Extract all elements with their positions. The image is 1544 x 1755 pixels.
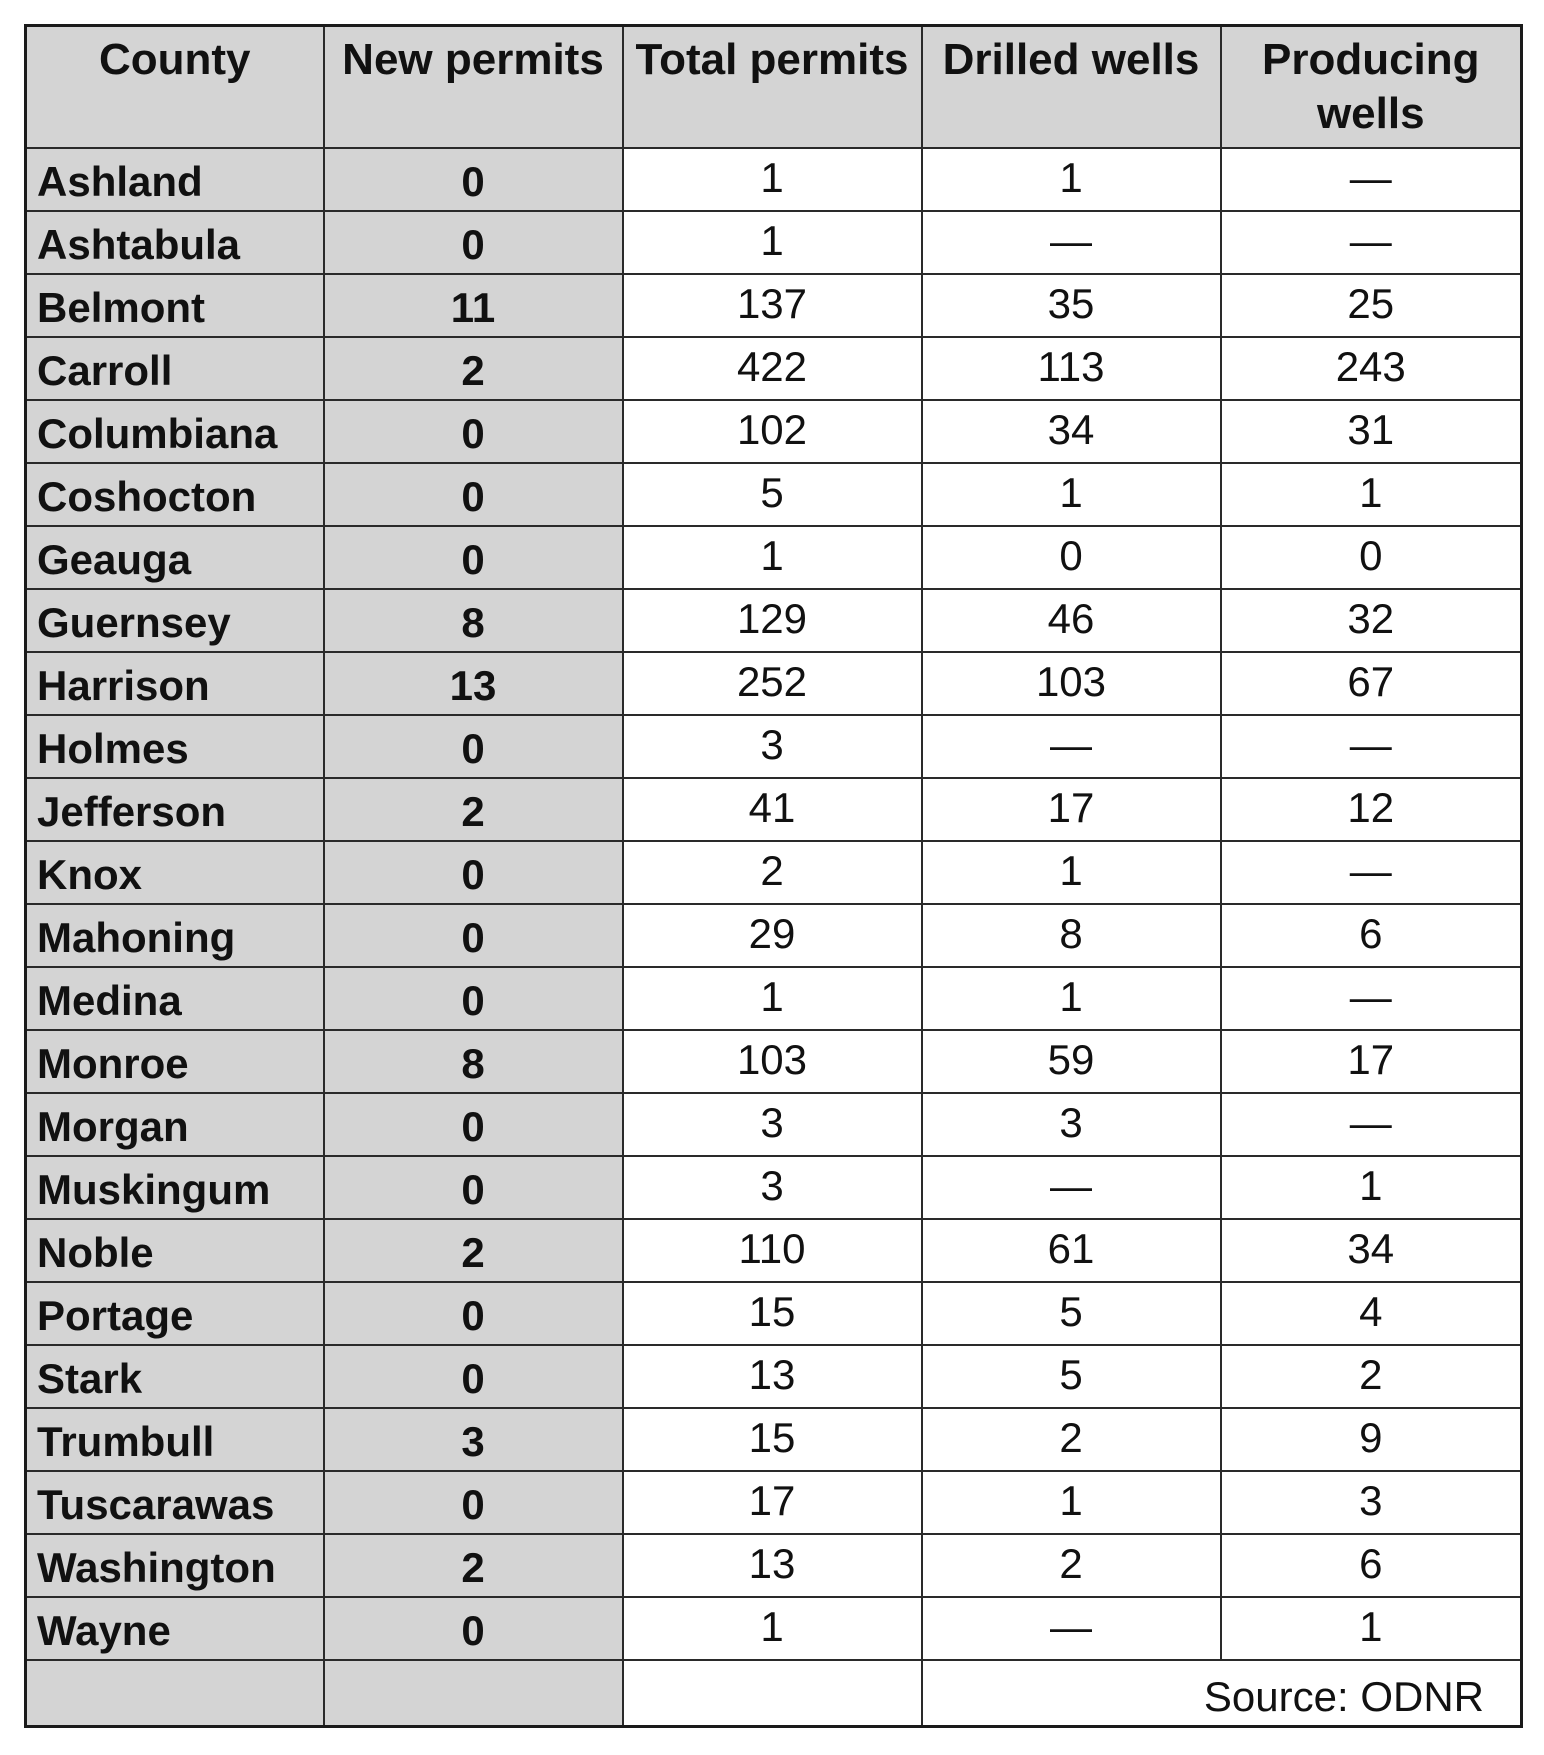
cell-drilled-wells: 61 (922, 1219, 1221, 1282)
cell-county: Wayne (26, 1597, 324, 1660)
cell-county: Geauga (26, 526, 324, 589)
cell-new-permits: 0 (324, 715, 623, 778)
cell-total-permits: 13 (623, 1534, 922, 1597)
table-row (26, 1345, 1522, 1408)
cell-drilled-wells: 17 (922, 778, 1221, 841)
cell-producing-wells: 4 (1221, 1282, 1522, 1345)
table-row (26, 1597, 1522, 1660)
table-row (26, 211, 1522, 274)
cell-drilled-wells: 5 (922, 1282, 1221, 1345)
cell-new-permits: 2 (324, 778, 623, 841)
cell-total-permits: 103 (623, 1030, 922, 1093)
cell-county: Tuscarawas (26, 1471, 324, 1534)
cell-producing-wells: 1 (1221, 463, 1522, 526)
cell-total-permits: 422 (623, 337, 922, 400)
cell-new-permits: 0 (324, 400, 623, 463)
cell-total-permits: 15 (623, 1408, 922, 1471)
table-row (26, 526, 1522, 589)
cell-county: Columbiana (26, 400, 324, 463)
cell-new-permits: 0 (324, 1093, 623, 1156)
cell-total-permits: 110 (623, 1219, 922, 1282)
header-county: County (26, 26, 324, 149)
cell-drilled-wells: 1 (922, 463, 1221, 526)
cell-total-permits: 3 (623, 1093, 922, 1156)
table-row (26, 1408, 1522, 1471)
cell-drilled-wells: 35 (922, 274, 1221, 337)
table-body (26, 148, 1522, 1660)
table-row (26, 1471, 1522, 1534)
cell-county: Ashtabula (26, 211, 324, 274)
cell-total-permits: 29 (623, 904, 922, 967)
cell-drilled-wells: 2 (922, 1534, 1221, 1597)
cell-total-permits: 15 (623, 1282, 922, 1345)
cell-new-permits: 8 (324, 589, 623, 652)
cell-producing-wells: 1 (1221, 1597, 1522, 1660)
cell-county: Belmont (26, 274, 324, 337)
cell-producing-wells: 31 (1221, 400, 1522, 463)
cell-new-permits: 0 (324, 1282, 623, 1345)
cell-producing-wells: — (1221, 967, 1522, 1030)
table-row (26, 904, 1522, 967)
header-total-permits: Total permits (623, 26, 922, 149)
cell-producing-wells: 32 (1221, 589, 1522, 652)
header-row (26, 26, 1522, 149)
cell-producing-wells: 3 (1221, 1471, 1522, 1534)
cell-new-permits: 0 (324, 211, 623, 274)
table-row (26, 715, 1522, 778)
wells-table (24, 24, 1523, 1728)
cell-total-permits: 1 (623, 1597, 922, 1660)
cell-producing-wells: 9 (1221, 1408, 1522, 1471)
cell-total-permits: 3 (623, 1156, 922, 1219)
cell-drilled-wells: 0 (922, 526, 1221, 589)
cell-county: Jefferson (26, 778, 324, 841)
cell-county: Stark (26, 1345, 324, 1408)
cell-new-permits: 3 (324, 1408, 623, 1471)
table-row (26, 1156, 1522, 1219)
cell-total-permits: 1 (623, 148, 922, 211)
cell-county: Noble (26, 1219, 324, 1282)
cell-drilled-wells: 113 (922, 337, 1221, 400)
cell-new-permits: 0 (324, 1345, 623, 1408)
cell-new-permits: 0 (324, 1471, 623, 1534)
cell-total-permits: 3 (623, 715, 922, 778)
footer-cell-total-permits (623, 1660, 922, 1727)
cell-new-permits: 11 (324, 274, 623, 337)
table-row (26, 1534, 1522, 1597)
cell-new-permits: 0 (324, 463, 623, 526)
cell-drilled-wells: 2 (922, 1408, 1221, 1471)
cell-drilled-wells: 8 (922, 904, 1221, 967)
header-drilled-wells: Drilled wells (922, 26, 1221, 149)
cell-drilled-wells: 3 (922, 1093, 1221, 1156)
cell-new-permits: 2 (324, 337, 623, 400)
table-row (26, 148, 1522, 211)
cell-new-permits: 8 (324, 1030, 623, 1093)
cell-drilled-wells: — (922, 1156, 1221, 1219)
cell-county: Medina (26, 967, 324, 1030)
table-row (26, 841, 1522, 904)
table-row (26, 400, 1522, 463)
cell-producing-wells: 34 (1221, 1219, 1522, 1282)
table-row (26, 1282, 1522, 1345)
cell-producing-wells: — (1221, 1093, 1522, 1156)
cell-producing-wells: 1 (1221, 1156, 1522, 1219)
cell-county: Washington (26, 1534, 324, 1597)
cell-new-permits: 0 (324, 904, 623, 967)
cell-total-permits: 137 (623, 274, 922, 337)
table-row (26, 463, 1522, 526)
footer-cell-county (26, 1660, 324, 1727)
cell-county: Morgan (26, 1093, 324, 1156)
cell-producing-wells: — (1221, 211, 1522, 274)
cell-total-permits: 1 (623, 967, 922, 1030)
cell-new-permits: 13 (324, 652, 623, 715)
footer-row (26, 1660, 1522, 1727)
cell-drilled-wells: — (922, 1597, 1221, 1660)
cell-producing-wells: 0 (1221, 526, 1522, 589)
cell-producing-wells: — (1221, 715, 1522, 778)
cell-new-permits: 2 (324, 1219, 623, 1282)
table-row (26, 967, 1522, 1030)
cell-drilled-wells: — (922, 211, 1221, 274)
header-new-permits: New permits (324, 26, 623, 149)
cell-county: Knox (26, 841, 324, 904)
cell-total-permits: 5 (623, 463, 922, 526)
cell-county: Guernsey (26, 589, 324, 652)
cell-new-permits: 0 (324, 1156, 623, 1219)
cell-county: Ashland (26, 148, 324, 211)
table-row (26, 1093, 1522, 1156)
cell-total-permits: 1 (623, 526, 922, 589)
cell-drilled-wells: 1 (922, 1471, 1221, 1534)
cell-total-permits: 2 (623, 841, 922, 904)
cell-producing-wells: — (1221, 148, 1522, 211)
cell-total-permits: 13 (623, 1345, 922, 1408)
cell-drilled-wells: 5 (922, 1345, 1221, 1408)
cell-county: Coshocton (26, 463, 324, 526)
table-row (26, 274, 1522, 337)
cell-drilled-wells: 1 (922, 841, 1221, 904)
cell-total-permits: 41 (623, 778, 922, 841)
cell-county: Muskingum (26, 1156, 324, 1219)
cell-county: Portage (26, 1282, 324, 1345)
cell-drilled-wells: 1 (922, 148, 1221, 211)
cell-county: Trumbull (26, 1408, 324, 1471)
table-row (26, 652, 1522, 715)
cell-drilled-wells: 1 (922, 967, 1221, 1030)
cell-producing-wells: — (1221, 841, 1522, 904)
cell-total-permits: 102 (623, 400, 922, 463)
cell-producing-wells: 6 (1221, 1534, 1522, 1597)
cell-county: Monroe (26, 1030, 324, 1093)
cell-producing-wells: 25 (1221, 274, 1522, 337)
cell-new-permits: 0 (324, 148, 623, 211)
header-producing-wells: Producing wells (1221, 26, 1522, 149)
table-row (26, 778, 1522, 841)
cell-new-permits: 0 (324, 967, 623, 1030)
cell-new-permits: 2 (324, 1534, 623, 1597)
table-row (26, 1030, 1522, 1093)
cell-drilled-wells: 103 (922, 652, 1221, 715)
cell-producing-wells: 17 (1221, 1030, 1522, 1093)
table-row (26, 337, 1522, 400)
cell-county: Mahoning (26, 904, 324, 967)
cell-total-permits: 17 (623, 1471, 922, 1534)
cell-new-permits: 0 (324, 1597, 623, 1660)
cell-total-permits: 129 (623, 589, 922, 652)
cell-producing-wells: 12 (1221, 778, 1522, 841)
cell-drilled-wells: 46 (922, 589, 1221, 652)
cell-drilled-wells: 34 (922, 400, 1221, 463)
table-row (26, 1219, 1522, 1282)
cell-drilled-wells: 59 (922, 1030, 1221, 1093)
footer-cell-new-permits (324, 1660, 623, 1727)
cell-new-permits: 0 (324, 526, 623, 589)
cell-county: Holmes (26, 715, 324, 778)
cell-producing-wells: 6 (1221, 904, 1522, 967)
cell-producing-wells: 67 (1221, 652, 1522, 715)
cell-producing-wells: 243 (1221, 337, 1522, 400)
cell-total-permits: 1 (623, 211, 922, 274)
cell-drilled-wells: — (922, 715, 1221, 778)
cell-producing-wells: 2 (1221, 1345, 1522, 1408)
cell-total-permits: 252 (623, 652, 922, 715)
table-row (26, 589, 1522, 652)
cell-county: Harrison (26, 652, 324, 715)
cell-new-permits: 0 (324, 841, 623, 904)
cell-county: Carroll (26, 337, 324, 400)
source-note: Source: ODNR (922, 1660, 1522, 1727)
